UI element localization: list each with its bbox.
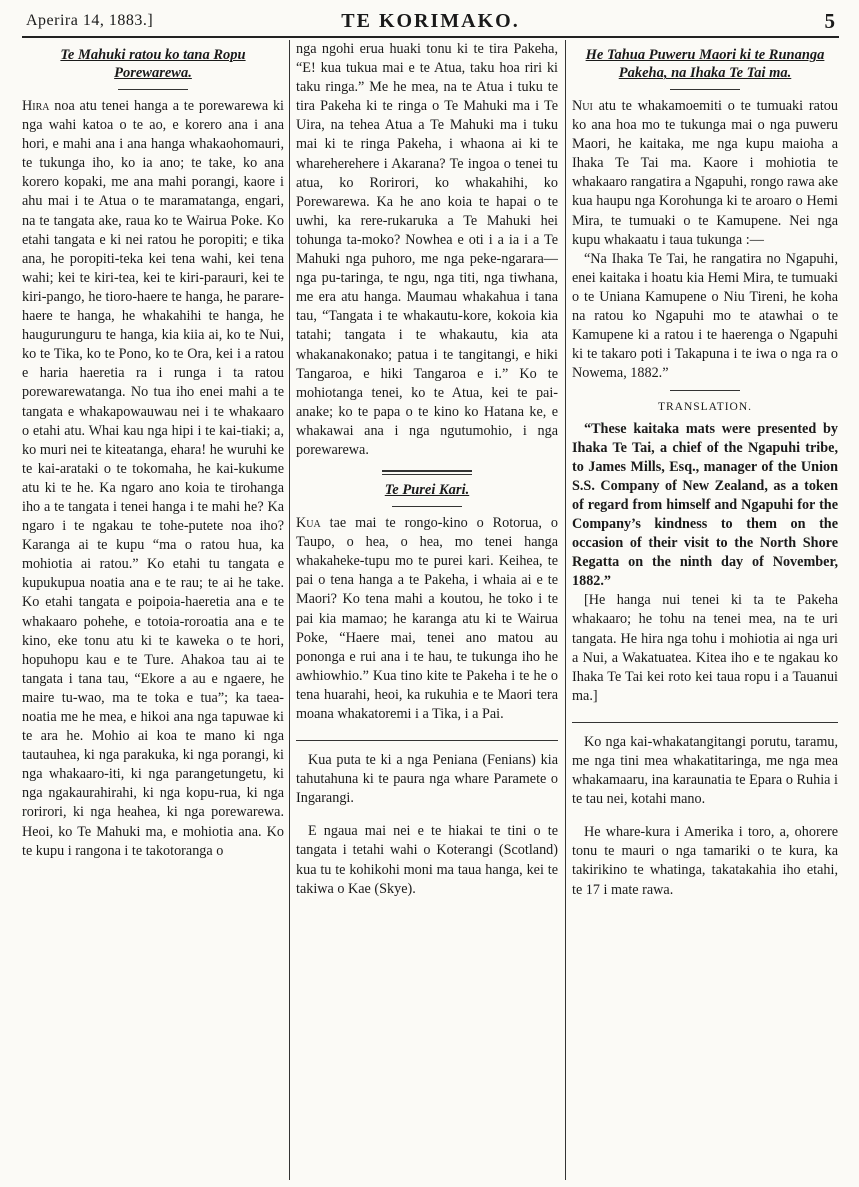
column-divider — [565, 40, 566, 1180]
article-text: tae mai te rongo-kino o Rotorua, o Taupo, o hea, o hea, mo tenei hanga whakaheke-tupu mo te purei kari. Keihea, te pai o tena hanga a te Pakeha, i whaia ai e te Maori? Ko tena mahi a koutou, he toko i te pai kia mamao; he karanga atu ki te Wairua Poke, “Haere mai, tenei ano matou au pononga e rui ana i te hau, te tukunga iho he awhiowhio.” Kua tino kite te Pakeha i te he o tena huarahi, heoi, ka rukuhia e te Maori tera moana whakatoremi i a Tika, i a Pai. — [296, 515, 558, 722]
kaitaka-translation: “These kaitaka mats were presented by Ihaka Te Tai, a chief of the Ngapuhi tribe, to James Mills, Esq., manager of the Union S.S. Company of New Zealand, as a token of regard from himself and Ngapuhi for the Company’s kindness to them on the occasion of their visit to the North Shore Regatta on the ninth day of November, 1882.” — [572, 420, 838, 590]
article-body-feniana: Kua puta te ki a nga Peniana (Fenians) kia tahutahuna ki te paura nga whare Paramete o Ingarangi. — [296, 752, 558, 807]
kaitaka-note: [He hanga nui tenei ki ta te Pakeha whakaaro; he tohu na tenei mea, na te uri tangata. He hira nga tohu i mohiotia ai nga uri a Nui, a Wakatuatea. Kitea iho e te ngakau ko Ihaka Te Tai kei roto kei taua ropu i a Tauanui ma.] — [572, 592, 838, 704]
newspaper-title: TE KORIMAKO. — [341, 10, 520, 32]
article-body-ruhia: Ko nga kai-whakatangitangi porutu, taramu, me nga tini mea whakatitaringa, me nga mea whakamaaru, ina karaunatia te Epara o Ruhia i te tau nei, kotahi mano. — [572, 733, 838, 808]
article-heading-mahuki: Te Mahuki ratou ko tana Ropu Porewarewa. — [60, 47, 246, 81]
article-body-amerika: He whare-kura i Amerika i toro, a, ohorere tonu te mauri o nga tamariki o te kura, ka takirikino te whatinga, takatakahia iho etahi, te 17 i mate rawa. — [572, 824, 838, 898]
section-rule — [296, 740, 558, 741]
heading-rule — [392, 506, 462, 507]
kaitaka-quote: “Na Ihaka Te Tai, he rangatira no Ngapuhi, enei kaitaka i hoatu kia Hemi Mira, te tumuaki o te Uniana Kamupene o Niu Tireni, he koha na ratou ko Ngapuhi mo te atawhai o te Kamupene ki a ratou i te haerenga o Ngapuhi ki te takaro poti i Takapuna i te iwa o nga ra o Nowema, 1882.” — [572, 250, 838, 382]
article-body-koterangi: E ngaua mai nei e te hiakai te tini o te tangata i tetahi wahi o Koterangi (Scotland) kua tu te kohikohi moni ma taua hanga, kei te takiwa o Kae (Skye). — [296, 823, 558, 897]
column-2 — [296, 40, 558, 1180]
drop-word: Nui — [572, 98, 593, 114]
article-heading-kaitaka: He Tahua Puweru Maori ki te Runanga Pakeha, na Ihaka Te Tai ma. — [585, 47, 825, 81]
article-text-part-2: nga ngohi erua huaki tonu ki te tira Pakeha, “E! kua tukua mai e te Atua, taku hoa riri ki taku ringa.” Me he mea, na te Atua i tuku te tira Pakeha ki te ringa o Te Mahuki ma i Te Uira, na tehea Atua a Te Mahuki ma i tuku mai ki te ringa Pakeha, i whaona ai ki te whareherehere i Akarana? Te ingoa o tenei tu atua, ko Rorirori, ko whakahihi, ko Porewarewa. Ka he ano koia te hapai o te uwhi, ka rere-rukaruka a Te Mahuki hei tohunga ta-moko? Nowhea e oti i a ia i a Te Mahuki nga puhoro, me nga peke-ngarara—nga pu-taringa, te ngu, nga titi, nga tiwhana, me era atu hanga. Maumau whakahua i tana tau, “Tangata i te whakautu-kore, kokoia kia tatahi; tangata i te whakautu, kia ata whakanakonako; patua i te tangitangi, e hiki Tangaroa, e hiki Tangaroa e i.” Ko te mohiotanga tenei, ko te Atua, kei te pai-anake; ko te papa o te kino ko Hatana ke, e whakawai ana i nga ngutumohio, i nga porewarewa. — [296, 41, 558, 458]
spacer — [572, 809, 838, 823]
translation-label: TRANSLATION. — [657, 401, 753, 414]
article-text: atu te whakamoemiti o te tumuaki ratou ko ana hoa mo te tukunga mai o nga puweru Maori, he kaitaka, me nga kupu maioha a Ihaka Te Tai ma. Kaore i mohiotia te whakaaro rangatira a Ngapuhi, rongo rawa ake kua haupu nga Korohunga ki te aroaro o Hemi Mira, te tumuaki o te Kamupene. Nei nga kupu whakaatu i taua tukunga :— — [572, 98, 838, 248]
article-heading-purei-kari: Te Purei Kari. — [384, 482, 470, 499]
column-1 — [22, 40, 284, 1180]
heading-rule — [118, 89, 188, 90]
article-body-kaitaka — [572, 97, 838, 250]
drop-word: Kua — [296, 515, 321, 532]
article-body-purei-kari — [296, 514, 558, 724]
heading-rule — [670, 390, 740, 391]
article-text-part-1: noa atu tenei hanga a te porewarewa ki nga wahi katoa o te ao, e korero ana i ana hori, e mahi ana i ana hanga whakaohomauri, te tukunga iho, ko ia ano; te take, ko ana korero kopaki, me ana mahi porangi, kaore i ahu mai i te Atua o te maramatanga, engari, na te tangata ake, raua ko te Wairua Poke. Ko etahi tangata e ki nei ratou he poropiti; e tika ana, he poropiti-teka kei tena wahi, kei tena wahi; kei te kiri-tea, kei te kiri-parauri, kei te kiri-pango, he tioro-haere te hanga, he parare-haere te hanga, he whakahihi te hanga, he haugurunguru te hanga, kia kiia ai, ko te Nui, ko te Tika, ko te Pono, ko te Ora, kei i a ratou e haria haeretia ra i runga i ta ratou porewarewatanga. No tua iho enei mahi a te tangata e whakapowauwau nei i te whakaaro o etahi atu. Whai kau nga hipi i te kai-tiaki; a, ko muri nei te kiteatanga, ehara! he wuruhi ke te kai-arataki o te tokomaha, he kai-kukume atu ki te he. Ka ngaro ano koia te tirohanga iho a te tangata i tenei hanga i te mahi he? Ka ngaro i te ngakau te tohe-putete noa iho? Karanga ai te kupu “ma o ratou hua, ka mohiotia ai ratou.” Ko etahi tu tangata e kupukupua noatia ana e te rau; te ai he take. Ko etahi tangata e poipoia-haeretia ana e te whakaaro pohehe, e totoia-roroatia ana e te kino, eke tonu atu ki te kaweka o te hori, hopuhopu kau e te Ture. Ahakoa tau ai te tangata i tana tau, “Ekore a au e ngaere, he maire tu-wao, ma te toka e tua”; ka taea-noatia me he mea, e hikoi ana nga tapuwae ki te ara he. Mohio ai koa te mano ki nga tautauhea, ki nga parakuka, ki nga porangi, ki nga whakaaro-iti, ki nga parangetungetu, ki nga ngakaurahirahi, ki nga kopu-rua, ki nga rorirori, ki nga heahea, ki nga porewarewa. Heoi, ko Te Mahuki ma, e mohiotia ana. Ko te kupu i rangona i te takotoranga o — [22, 98, 284, 859]
masthead — [22, 8, 839, 38]
spacer — [296, 808, 558, 822]
drop-word: Hira — [22, 98, 50, 114]
column-3 — [572, 40, 838, 1180]
page-number: 5 — [824, 9, 835, 33]
heading-rule — [670, 89, 740, 90]
article-body-mahuki — [22, 97, 284, 861]
article-body-mahuki-continued — [296, 40, 558, 460]
column-divider — [289, 40, 290, 1180]
section-rule — [572, 722, 838, 723]
issue-date: Aperira 14, 1883.] — [26, 12, 154, 29]
section-rule — [382, 470, 472, 475]
